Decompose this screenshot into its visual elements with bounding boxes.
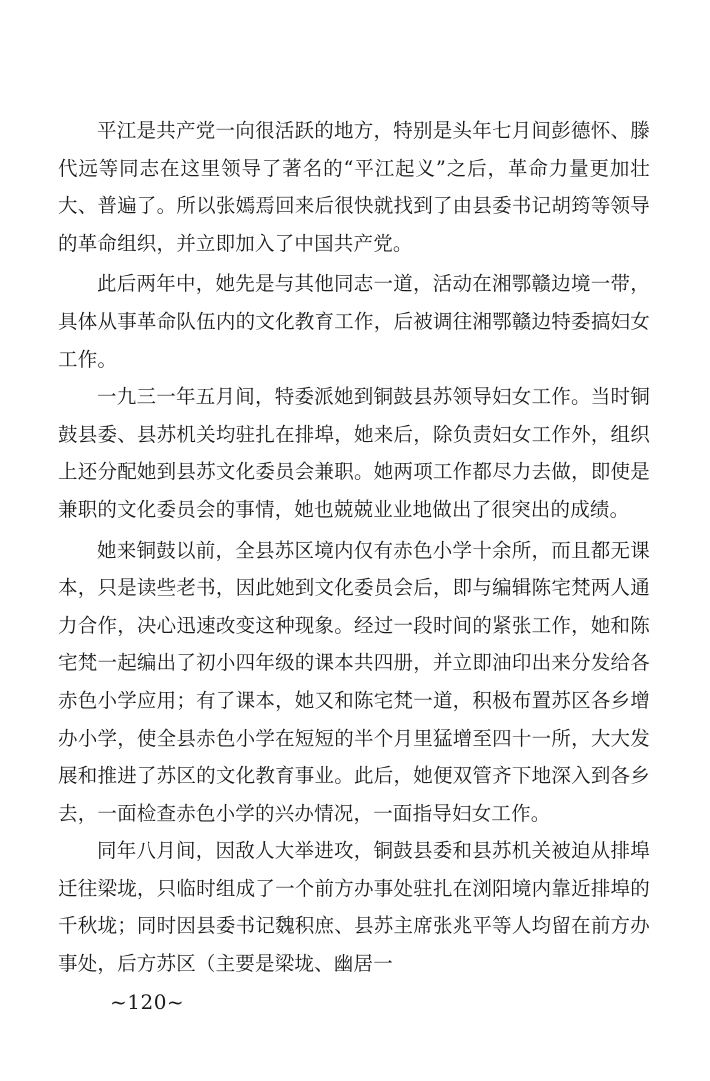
paragraph-4: 她来铜鼓以前，全县苏区境内仅有赤色小学十余所，而且都无课本，只是读些老书，因此她到文化委员会后，即与编辑陈宅梵两人通力合作，决心迅速改变这种现象。经过一段时间的紧张工作，她和陈宅梵一起编出了初小四年级的课本共四册，并立即油印出来分发给各赤色小学应用；有了课本，她又和陈宅梵一道，积极布置苏区各乡增办小学，使全县赤色小学在短短的半个月里猛增至四十一所，大大发展和推进了苏区的文化教育事业。此后，她便双管齐下地深入到各乡去，一面检查赤色小学的兴办情况，一面指导妇女工作。 xyxy=(58,538,650,825)
paragraph-5: 同年八月间，因敌人大举进攻，铜鼓县委和县苏机关被迫从排埠迁往梁垅，只临时组成了一个前方办事处驻扎在浏阳境内靠近排埠的千秋垅；同时因县委书记魏积庶、县苏主席张兆平等人均留在前方办事处，后方苏区（主要是梁垅、幽居一 xyxy=(58,839,650,976)
page-number: ~120~ xyxy=(110,990,185,1014)
paragraph-3: 一九三一年五月间，特委派她到铜鼓县苏领导妇女工作。当时铜鼓县委、县苏机关均驻扎在排埠，她来后，除负责妇女工作外，组织上还分配她到县苏文化委员会兼职。她两项工作都尽力去做，即使是兼职的文化委员会的事情，她也兢兢业业地做出了很突出的成绩。 xyxy=(58,385,650,521)
paragraph-2: 此后两年中，她先是与其他同志一道，活动在湘鄂赣边境一带，具体从事革命队伍内的文化教育工作，后被调往湘鄂赣边特委搞妇女工作。 xyxy=(58,272,650,371)
paragraph-1: 平江是共产党一向很活跃的地方，特别是头年七月间彭德怀、滕代远等同志在这里领导了著名的“平江起义”之后，革命力量更加壮大、普遍了。所以张嫣焉回来后很快就找到了由县委书记胡筠等领导的革命组织，并立即加入了中国共产党。 xyxy=(58,119,650,255)
page-body xyxy=(58,112,650,983)
